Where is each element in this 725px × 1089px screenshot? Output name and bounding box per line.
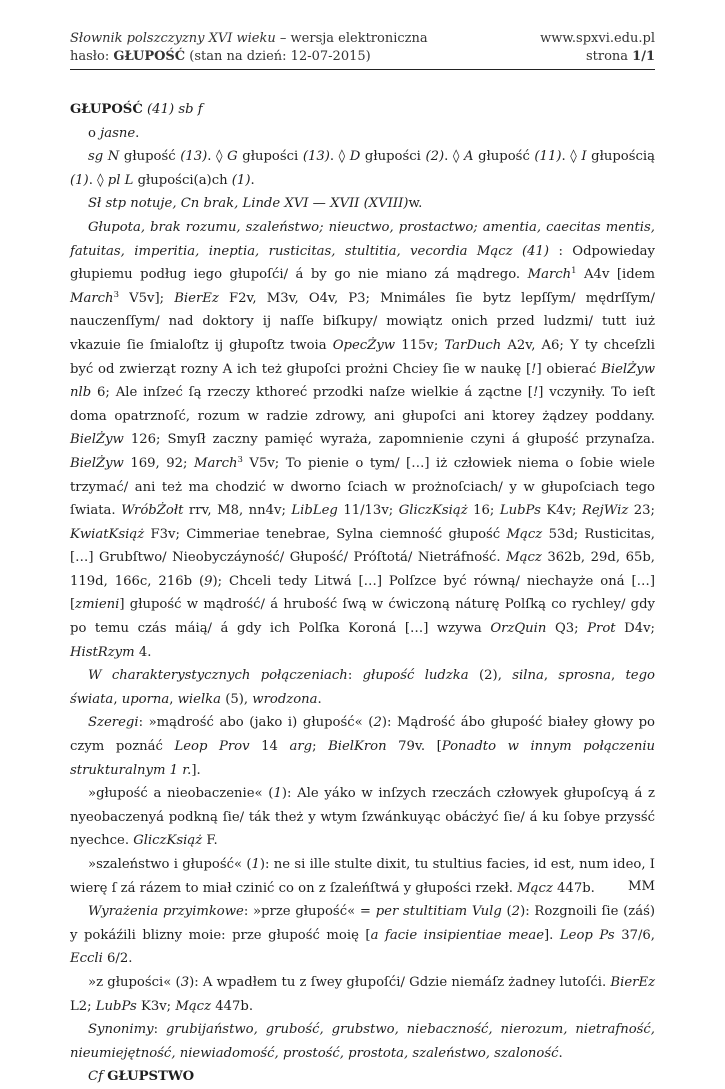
page-header xyxy=(70,30,655,70)
nieobaczenie-paragraph: »głupość a nieobaczenie« (1): Ale yáko w inſzych rzeczách człowyek głupoſcyą á z nyeobaczenyá podkną ſie/ ták theż y wtym ſzwánkuyąc obácżyć ſie/ á ku ſobye przysść nyechce. GliczKsiąż F. xyxy=(70,786,655,849)
header-row-1 xyxy=(70,30,655,48)
header-divider xyxy=(70,69,655,70)
page-counter: strona 1/1 xyxy=(585,49,655,64)
inflection-forms: sg N głupość (13). ◊ G głupości (13). ◊ D głupości (2). ◊ A głupość (11). ◊ I głupością (1). ◊ pl L głupości(a)ch (1). xyxy=(70,149,655,188)
entry-status: hasło: GŁUPOŚĆ (stan na dzień: 12-07-2015) xyxy=(70,49,371,64)
szalenstwo-paragraph: »szaleństwo i głupość« (1): ne si ille stulte dixit, tu stultius facies, id est, num ideo, I wierę ſ zá rázem to miał czinić co on z ſzaleńſtwá y głupości rzekł. Mącz 447b. xyxy=(70,857,655,896)
z-glupoci-paragraph: »z głupości« (3): A wpadłem tu z ſwey głupoſći/ Gdzie niemáſz żadney lutoſći. BierEz L2; LubPs K3v; Mącz 447b. xyxy=(70,974,656,1014)
cross-reference: Cf GŁUPSTWO xyxy=(88,1069,195,1085)
definition-paragraph: Głupota, brak rozumu, szaleństwo; nieuctwo, prostactwo; amentia, caecitas mentis, fatuitas, imperitia, ineptia, rusticitas, stultitia, vecordia Mącz (41) : Odpowieday głupiemu podług iego głupoſći/ á by go nie miano zá mądrego. March$^1$ A4v [idem March$^3$ V5v]; BierEz F2v, M3v, O4v, P3; Mnimáles ſie bytz lepſſym/ mędrſſym/ nauczenſſym/ nad doktory ij naſſe biſkupy/ mowiątz onich przed ludzmi/ tutt iuż vkazuie ſie ſmialoſtz ij głupoſtz twoia OpecŻyw 115v; TarDuch A2v, A6; Y ty chceſzli być od zwierząt rozny A ich też głupoſci prożni Chciey ſie w naukę [!] obierać BielŻyw nlb 6; Ale inſzeć ſą rzeczy kthoreć przodki naſze wielkie á ząctne [!] vczyniły. To ieſt doma opatrznoſć, rozum w radzie zdrowy, ani głupoſci ani ktorey żądzey poddany. BielŻyw 126; Smyſł zaczny pamięć wyraża, zapomnienie czyni á głupość przynaſza. BielŻyw 169, 92; March$^3$ V5v; To pienie o tym/ […] iż człowiek niema o ſobie wiele trzymać/ ani też ma chodzić w dworno ſciach w prożnoſciach/ y w głupoſciach tego ſwiata. WróbŻołt rrv, M8, nn4v; LibLeg 11/13v; GliczKsiąż 16; LubPs K4v; RejWiz 23; KwiatKsiąż F3v; Cimmeriae tenebrae, Sylna ciemność głupość Mącz 53d; Rusticitas, […] Grubſtwo/ Nieobyczáyność/ Głupość/ Próſtotá/ Nietráfność. Mącz 362b, 29d, 65b, 119d, 166c, 216b (9); Chceli tedy Litwá […] Polſzce być równą/ niechayże oná […] [zmieni] głupość w mądrość/ á hrubość ſwą w ćwiczoną náturę Polſką co rychley/ gdy po temu czás máią/ á gdy ich Polſka Koroná […] wzywa OrzQuin Q3; Prot D4v; HistRzym 4. xyxy=(70,219,656,660)
characteristic-phrases: W charakterystycznych połączeniach: głupość ludzka (2), silna, sprosna, tego świata, uporna, wielka (5), wrodzona. xyxy=(70,668,655,707)
sense-note: o jasne. xyxy=(88,125,140,141)
dictionary-title: Słownik polszczyzny XVI wieku – wersja elektroniczna xyxy=(70,31,428,46)
sources-note: Sł stp notuje, Cn brak, Linde XVI — XVII (XVIII)w. xyxy=(88,196,423,212)
author-signature: MM xyxy=(627,879,655,894)
entry-content xyxy=(70,98,655,1089)
synonyms-paragraph: Synonimy: grubijaństwo, grubość, grubstwo, niebaczność, nierozum, nietrafność, nieumiejętność, niewiadomość, prostość, prostota, szaleństwo, szaloność. xyxy=(70,1022,655,1061)
szeregi-paragraph: Szeregi: »mądrość abo (jako i) głupość« (2): Mądrość ábo głupość białey głowy po czym poznáć Leop Prov 14 arg; BielKron 79v. [Ponadto w innym połączeniu strukturalnym 1 r.]. xyxy=(70,715,656,778)
prepositional-phrases: Wyrażenia przyimkowe: »prze głupość« = per stultitiam Vulg (2): Rozgnoili ſie (záś) y pokáźili blizny moie: prze głupość moię [a facie insipientiae meae]. Leop Ps 37/6, Eccli 6/2. xyxy=(70,904,656,967)
headword-line: GŁUPOŚĆ (41) sb f xyxy=(70,102,203,117)
header-row-2 xyxy=(70,48,655,66)
site-url[interactable]: www.spxvi.edu.pl xyxy=(540,31,655,46)
headword: GŁUPOŚĆ xyxy=(70,102,143,117)
